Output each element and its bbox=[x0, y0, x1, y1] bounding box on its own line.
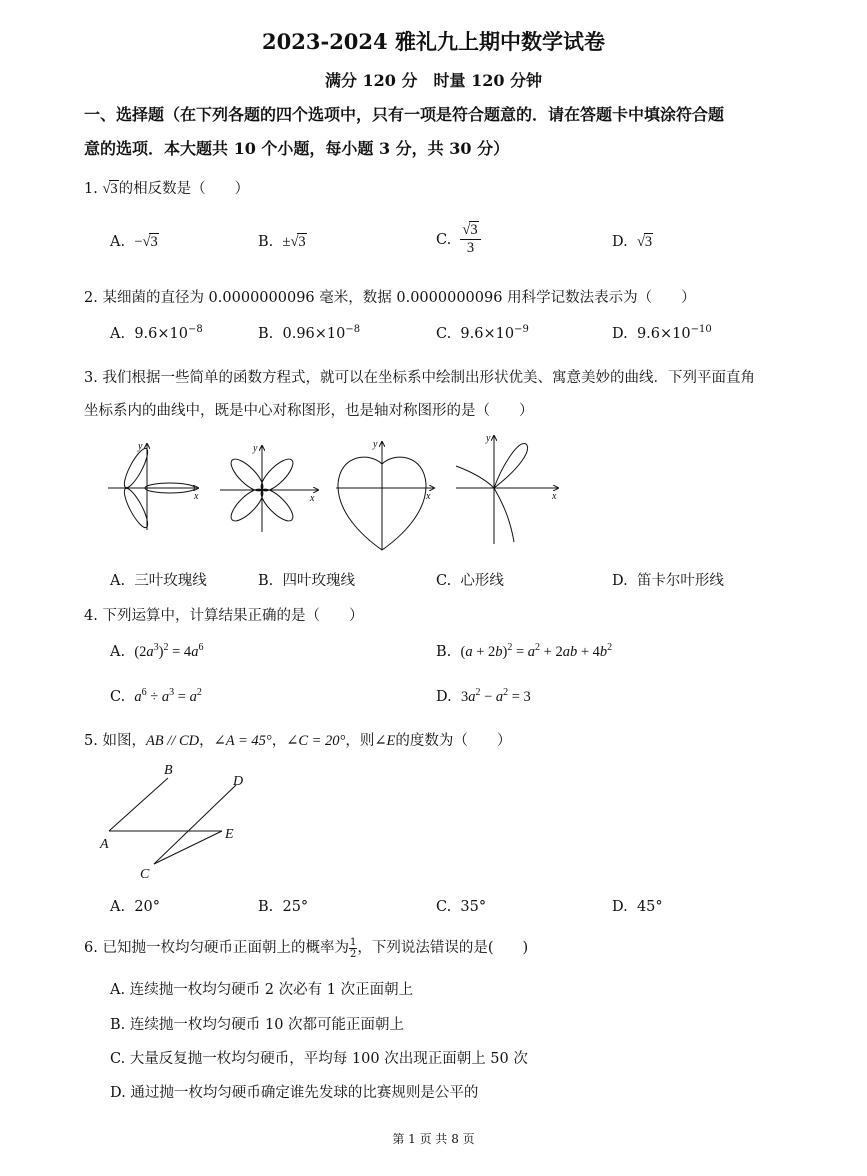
q1-option-c: C. $\frac{√3}{3}$ bbox=[436, 222, 481, 258]
figure-d-folium bbox=[456, 433, 558, 544]
q3-option-b: B. 四叶玫瑰线 bbox=[258, 573, 355, 589]
point-b-label: B bbox=[164, 763, 173, 778]
target-angle-e: ∠E bbox=[374, 733, 396, 749]
point-d-label: D bbox=[233, 774, 244, 789]
sqrt-expression: √3 bbox=[102, 181, 118, 197]
axis-x-label: x bbox=[310, 493, 315, 504]
section-heading-line2: 意的选项．本大题共 10 个小题，每小题 3 分，共 30 分） bbox=[84, 139, 510, 158]
question-1-stem bbox=[84, 177, 249, 198]
q2-option-b: B. $0.96\times 10^{-8}$ bbox=[258, 324, 361, 342]
q3-option-c: C. 心形线 bbox=[436, 573, 504, 589]
condition-angle-a: ∠A = 45° bbox=[213, 733, 272, 749]
condition-parallel: AB // CD bbox=[145, 733, 200, 749]
figure-c-cardioid bbox=[336, 439, 434, 550]
q6-option-a: A. 连续抛一枚均匀硬币 2 次必有 1 次正面朝上 bbox=[110, 982, 414, 998]
page-title: 2023-2024 雅礼九上期中数学试卷 bbox=[262, 29, 605, 54]
q3-figures bbox=[100, 432, 580, 556]
q5-option-b: B. 25° bbox=[258, 899, 309, 915]
q6-option-b: B. 连续抛一枚均匀硬币 10 次都可能正面朝上 bbox=[110, 1017, 405, 1033]
axis-y-label: y bbox=[486, 433, 491, 444]
point-c-label: C bbox=[140, 867, 150, 882]
q1-option-b: B. ±√3 bbox=[258, 234, 306, 250]
question-6-stem: 6. 已知抛一枚均匀硬币正面朝上的概率为 $\frac{1}{2}$ ，下列说法错误的是( ) bbox=[84, 936, 529, 960]
segment-ab bbox=[109, 778, 168, 831]
segment-ec bbox=[154, 831, 222, 864]
q4-option-c: C. $a^6 \div a^3 = a^2$ bbox=[110, 687, 202, 705]
question-3-line2: 坐标系内的曲线中，既是中心对称图形，也是轴对称图形的是（ ） bbox=[84, 403, 534, 419]
page-footer: 第 1 页 共 8 页 bbox=[392, 1132, 475, 1146]
probability-fraction: $\frac{1}{2}$ bbox=[349, 936, 357, 960]
axis-x-label: x bbox=[552, 491, 557, 502]
axis-y-label: y bbox=[253, 443, 258, 454]
axis-y-label: y bbox=[138, 441, 143, 452]
q6-option-d: D. 通过抛一枚均匀硬币确定谁先发球的比赛规则是公平的 bbox=[110, 1085, 479, 1101]
question-3-line1: 3. 我们根据一些简单的函数方程式，就可以在坐标系中绘制出形状优美、寓意美妙的曲线．下列平面直角 bbox=[84, 370, 755, 386]
q3-option-d: D. 笛卡尔叶形线 bbox=[612, 573, 724, 589]
point-e-label: E bbox=[225, 827, 234, 842]
q2-option-c: C. $9.6\times 10^{-9}$ bbox=[436, 324, 529, 342]
question-number: 1. bbox=[84, 181, 98, 197]
q4-option-d: D. $3a^2 - a^2 = 3$ bbox=[436, 687, 531, 705]
condition-angle-c: ∠C = 20° bbox=[286, 733, 346, 749]
q4-option-a: A. $(2a^3)^2 = 4a^6$ bbox=[110, 642, 204, 660]
q5-geometry-figure bbox=[98, 758, 258, 884]
section-heading-line1: 一、选择题（在下列各题的四个选项中，只有一项是符合题意的．请在答题卡中填涂符合题 bbox=[84, 105, 725, 124]
question-2-stem: 2. 某细菌的直径为 0.0000000096 毫米，数据 0.0000000096 用科学记数法表示为（ ） bbox=[84, 290, 696, 306]
q5-option-c: C. 35° bbox=[436, 899, 487, 915]
q2-option-d: D. $9.6\times 10^{-10}$ bbox=[612, 324, 712, 342]
axis-y-label: y bbox=[373, 439, 378, 450]
figure-a-three-leaf-rose bbox=[108, 441, 199, 530]
q3-option-a: A. 三叶玫瑰线 bbox=[110, 573, 207, 589]
question-4-stem: 4. 下列运算中，计算结果正确的是（ ） bbox=[84, 608, 364, 624]
q4-option-b: B. $(a + 2b)^2 = a^2 + 2ab + 4b^2$ bbox=[436, 642, 613, 660]
axis-x-label: x bbox=[194, 491, 199, 502]
q6-option-c: C. 大量反复抛一枚均匀硬币，平均每 100 次出现正面朝上 50 次 bbox=[110, 1051, 528, 1067]
axis-x-label: x bbox=[426, 491, 431, 502]
page-subtitle: 满分 120 分 时量 120 分钟 bbox=[324, 71, 543, 90]
question-text: 的相反数是（ ） bbox=[118, 181, 250, 197]
q5-option-a: A. 20° bbox=[110, 899, 161, 915]
point-a-label: A bbox=[100, 837, 109, 852]
q2-option-a: A. $9.6\times 10^{-8}$ bbox=[110, 324, 203, 342]
figure-b-four-leaf-rose bbox=[220, 443, 318, 532]
q5-option-d: D. 45° bbox=[612, 899, 663, 915]
q1-option-a: A. −√3 bbox=[110, 234, 158, 250]
q1-option-d: D. √3 bbox=[612, 234, 653, 250]
question-5-stem: 5. 如图，AB // CD，∠A = 45°，∠C = 20°，则∠E的度数为（ ） bbox=[84, 733, 512, 749]
segment-cd bbox=[154, 785, 236, 864]
